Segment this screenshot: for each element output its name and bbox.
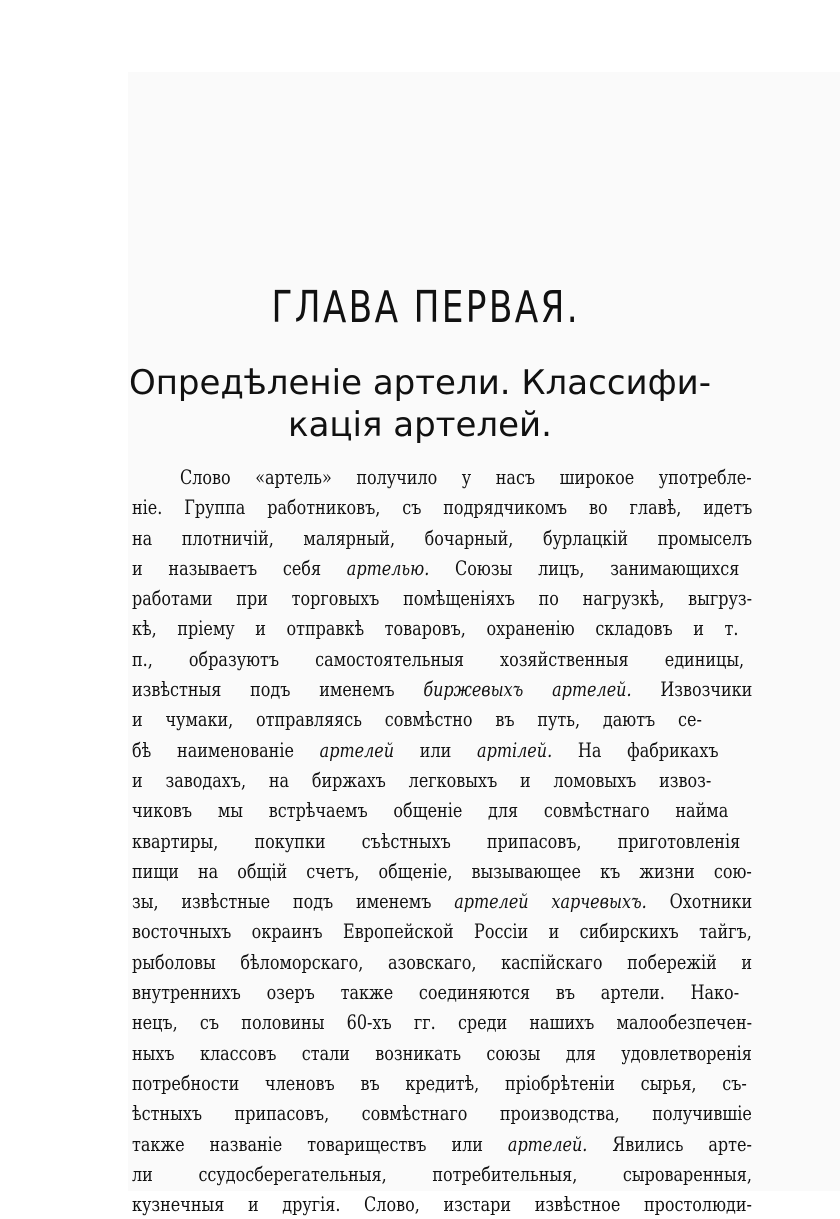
text-segment: восточныхъ окраинъ Европейской Россіи и сибирскихъ тайгъ, <box>132 919 752 944</box>
text-segment: и называетъ себя <box>132 555 347 580</box>
text-line <box>132 523 753 553</box>
text-line <box>132 674 753 704</box>
text-segment: зы, извѣстные подъ именемъ <box>132 889 455 914</box>
text-line <box>132 856 752 886</box>
text-segment: Слово «артель» получило у насъ широкое употребле- <box>180 465 752 489</box>
text-segment: Извозчики <box>631 677 753 702</box>
text-segment: также названіе товариществъ или <box>132 1131 508 1156</box>
subtitle-line: Опредѣленіе артели. Классифи- <box>128 363 712 403</box>
text-line <box>132 1098 752 1128</box>
text-segment: потребности членовъ въ кредитѣ, пріобрѣтеніи сырья, съ- <box>132 1070 747 1095</box>
text-line <box>132 826 741 856</box>
text-segment: п., образуютъ самостоятельныя хозяйственныя единицы, <box>132 646 745 671</box>
text-segment: На фабрикахъ <box>552 737 719 762</box>
body-text <box>132 462 752 1219</box>
text-line <box>132 1189 752 1219</box>
chapter-subtitle <box>0 362 840 446</box>
text-segment: кузнечныя и другія. Слово, изстари извѣстное простолюди- <box>132 1192 752 1217</box>
text-segment: квартиры, покупки съѣстныхъ припасовъ, приготовленія <box>132 828 741 853</box>
text-line <box>132 886 753 916</box>
text-line <box>132 765 712 795</box>
text-segment: Союзы лицъ, занимающихся <box>429 555 740 580</box>
text-line <box>132 462 752 492</box>
text-line <box>132 1007 753 1037</box>
text-line <box>132 795 729 825</box>
text-segment: и заводахъ, на биржахъ легковыхъ и ломовыхъ извоз- <box>132 767 712 792</box>
text-segment: и чумаки, отправляясь совмѣстно въ путь, даютъ се- <box>132 707 702 732</box>
subtitle-line: кація артелей. <box>288 405 552 445</box>
text-line <box>132 977 740 1007</box>
text-segment: бѣ наименованіе <box>132 737 320 762</box>
text-line <box>132 492 753 522</box>
text-segment: извѣстныя подъ именемъ <box>132 677 424 702</box>
text-line <box>132 1159 752 1189</box>
text-segment: на плотничій, малярный, бочарный, бурлацкій промыселъ <box>132 525 753 550</box>
text-line <box>132 947 753 977</box>
text-line <box>132 1129 752 1159</box>
text-line <box>132 704 702 734</box>
chapter-title: ГЛАВА ПЕРВАЯ. <box>271 282 580 333</box>
text-line <box>132 644 745 674</box>
text-segment: нецъ, съ половины 60-хъ гг. среди нашихъ малообезпечен- <box>132 1010 753 1035</box>
text-segment: внутреннихъ озеръ также соединяются въ артели. Нако- <box>132 980 740 1005</box>
emphasis-text: артелей харчевыхъ. <box>454 889 647 914</box>
text-line <box>132 916 752 946</box>
text-segment: ныхъ классовъ стали возникать союзы для удовлетворенія <box>132 1040 752 1065</box>
text-line <box>132 553 740 583</box>
emphasis-text: артелей <box>319 737 395 762</box>
text-line <box>132 1068 747 1098</box>
text-segment: ѣстныхъ припасовъ, совмѣстнаго производства, получившіе <box>132 1101 752 1126</box>
text-line <box>132 1038 752 1068</box>
text-segment: рыболовы бѣломорскаго, азовскаго, каспійскаго побережій и <box>132 949 753 974</box>
text-line <box>132 735 719 765</box>
emphasis-text: биржевыхъ артелей. <box>423 677 632 702</box>
text-segment: чиковъ мы встрѣчаемъ общеніе для совмѣстнаго найма <box>132 798 729 823</box>
text-segment: Явились арте- <box>587 1131 752 1156</box>
text-line <box>132 583 753 613</box>
emphasis-text: артелей. <box>507 1131 588 1156</box>
text-segment: работами при торговыхъ помѣщеніяхъ по нагрузкѣ, выгруз- <box>132 586 753 611</box>
text-segment: ніе. Группа работниковъ, съ подрядчикомъ во главѣ, идетъ <box>132 495 753 520</box>
emphasis-text: артілей. <box>477 737 553 762</box>
text-segment: пищи на общій счетъ, общеніе, вызывающее къ жизни сою- <box>132 858 752 883</box>
text-segment: кѣ, пріему и отправкѣ товаровъ, охраненію складовъ и т. <box>132 616 739 641</box>
emphasis-text: артелью. <box>346 555 430 580</box>
text-segment: ли ссудосберегательныя, потребительныя, сыроваренныя, <box>132 1161 752 1186</box>
text-line <box>132 613 739 643</box>
text-segment: или <box>394 737 478 762</box>
text-segment: Охотники <box>646 889 753 914</box>
